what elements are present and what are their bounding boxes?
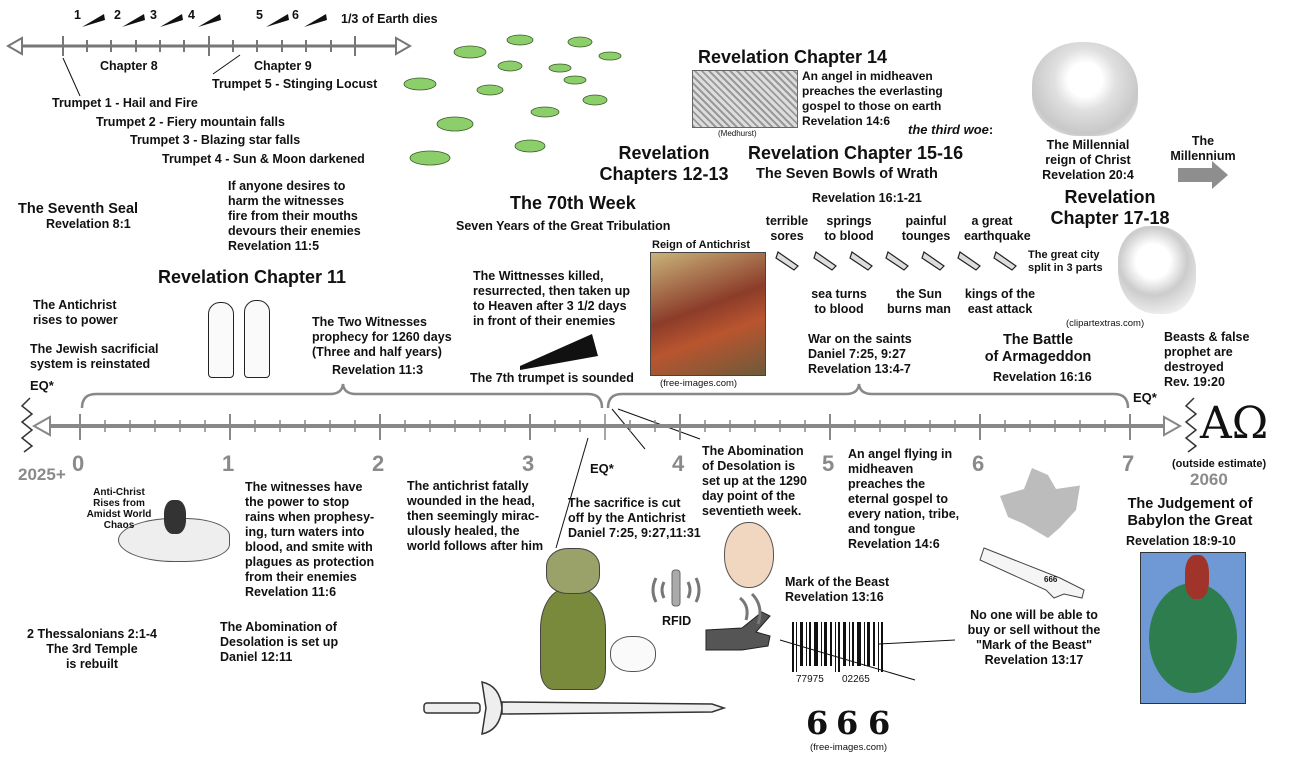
70th-week-title: The 70th Week [510,193,636,213]
bowl-label-painful-tounges: painful tounges [901,214,951,243]
mark-beast-text: Mark of the Beast Revelation 13:16 [785,575,890,604]
bowl-label-sea-to-blood: sea turns to blood [811,287,867,316]
bowl-label-springs-to-blood: springs to blood [824,214,874,243]
trumpet-number-6: 6 [292,8,299,22]
earth-dies-label: 1/3 of Earth dies [341,12,438,26]
witnesses-killed-text: The Wittnesses killed, resurrected, then taken up to Heaven after 3 1/2 days in front of their enemies [473,269,630,328]
arm-mark-666: 666 [1044,575,1058,584]
third-woe-label: the third woe: [908,122,994,137]
first-half-brace [82,384,602,408]
no-buy-sell-text: No one will be able to buy or sell without the "Mark of the Beast" Revelation 13:17 [967,608,1101,667]
top-timeline-axis [8,36,410,56]
trumpet-1-label: Trumpet 1 - Hail and Fire [52,96,198,110]
abomination-daniel-text: The Abomination of Desolation is set up Daniel 12:11 [220,620,339,664]
rfid-label: RFID [662,614,692,628]
chapter-15-16-ref: Revelation 16:1-21 [812,191,922,205]
angel-gospel-text: An angel flying in midheaven preaches the eternal gospel to every nation, tribe, and tongue Revelation 14:6 [848,447,960,551]
chapter-9-label: Chapter 9 [254,59,312,73]
witness-power-text: The witnesses have the power to stop rains when prophesy- ing, turn waters into blood, and smite with plagues as protection from their enemies Revelation 11:6 [245,480,375,599]
trumpet-4-label: Trumpet 4 - Sun & Moon darkened [162,152,365,166]
outside-estimate-label: (outside estimate) [1172,458,1267,470]
seventh-seal-title: The Seventh Seal [18,201,139,217]
two-witnesses-picture [198,296,282,378]
eq-label-left: EQ* [30,378,54,393]
trumpet-number-4: 4 [188,8,195,22]
trumpet-angel-picture [1118,226,1196,314]
axis-year-3: 3 [522,451,535,476]
arm-with-mark-icon [980,548,1084,598]
trumpet-2-label: Trumpet 2 - Fiery mountain falls [96,115,285,129]
eq-label-right: EQ* [1133,390,1157,405]
free-images-credit-bottom: (free-images.com) [810,742,888,753]
seven-bowls-subtitle: The Seven Bowls of Wrath [756,166,938,182]
free-images-credit-top: (free-images.com) [660,378,738,389]
bowl-icons [776,252,1016,270]
antichrist-rises-text: The Antichrist rises to power [33,298,118,327]
chapters-12-13-title: Revelation Chapters 12-13 [599,143,729,184]
bowl-label-terrible-sores: terrible sores [765,214,809,243]
axis-year-4: 4 [672,451,685,476]
abomination-1290-text: The Abomination of Desolation is set up at the 1290 day point of the seventieth week. [702,444,807,518]
chapter-14-title: Revelation Chapter 14 [698,47,888,67]
beasts-destroyed-text: Beasts & false prophet are destroyed Rev. 19:20 [1164,330,1250,389]
witness-fire-text: If anyone desires to harm the witnesses fire from their mouths devours their enemies Revelation 11:5 [228,179,361,253]
chapter-8-label: Chapter 8 [100,59,158,73]
great-city-text: The great city split in 3 parts [1028,249,1103,274]
millennium-label: The Millennium [1170,134,1236,163]
armageddon-ref: Revelation 16:16 [993,370,1092,384]
babylon-beast-globe-picture [1140,552,1246,704]
axis-year-6: 6 [972,451,985,476]
bowl-label-sun-burns: the Sun burns man [887,287,951,316]
chapter-15-16-title: Revelation Chapter 15-16 [748,143,964,163]
barcode-number-left: 77975 [796,674,824,685]
seventh-seal-ref: Revelation 8:1 [46,217,131,231]
judgement-babylon-ref: Revelation 18:9-10 [1126,534,1236,548]
war-on-saints-text: War on the saints Daniel 7:25, 9:27 Revelation 13:4-7 [808,332,912,376]
two-witnesses-ref: Revelation 11:3 [332,363,424,377]
clipart-credit: (clipartextras.com) [1066,318,1145,329]
trumpet-number-2: 2 [114,8,121,22]
medhurst-credit: (Medhurst) [718,129,757,138]
eq-label-middle: EQ* [590,461,614,476]
barcode-number-right: 02265 [842,674,870,685]
70th-week-subtitle: Seven Years of the Great Tribulation [456,219,671,233]
trumpet-number-3: 3 [150,8,157,22]
face-with-666-picture [724,522,774,588]
seven-headed-beast-picture [536,548,608,688]
trumpet-5-label: Trumpet 5 - Stinging Locust [212,77,378,91]
year-start-label: 2025+ [18,465,66,484]
judgement-babylon-title: The Judgement of Babylon the Great [1127,496,1253,529]
six-66-digit-2: 6 [836,704,859,742]
reign-of-antichrist-picture [650,252,766,376]
seventh-trumpet-icon [520,334,598,370]
chapter-11-title: Revelation Chapter 11 [158,267,347,287]
bowl-label-kings-east: kings of the east attack [964,287,1036,316]
earthquake-zigzag-left [22,398,32,452]
trumpet-number-5: 5 [256,8,263,22]
axis-year-1: 1 [222,451,235,476]
lamb-picture [610,636,656,672]
axis-year-5: 5 [822,451,835,476]
fatal-wound-text: The antichrist fatally wounded in the head, then seemingly mirac- ulously healed, the world follows after him [407,479,544,553]
chapter-17-18-title: Revelation Chapter 17-18 [1050,187,1170,228]
barcode-graphic [792,622,883,672]
bowl-label-great-earthquake: a great earthquake [964,214,1031,243]
millennium-arrow-icon [1178,161,1228,189]
six-66-digit-1: 6 [806,704,829,742]
trumpet-number-1: 1 [74,8,81,22]
reign-antichrist-label: Reign of Antichrist [652,239,750,251]
axis-year-0: 0 [72,451,85,476]
two-witnesses-text: The Two Witnesses prophecy for 1260 days (Three and half years) [312,315,452,359]
armageddon-title: The Battle of Armageddon [984,332,1092,365]
axis-year-2: 2 [372,451,385,476]
millennial-christ-picture [1032,42,1138,136]
chapter-14-text: An angel in midheaven preaches the everlasting gospel to those on earth Revelation 14:6 [802,69,943,128]
axis-year-7: 7 [1122,451,1135,476]
seventh-trumpet-text: The 7th trumpet is sounded [470,371,634,385]
earthquake-zigzag-right [1186,398,1196,452]
millennial-reign-text: The Millennial reign of Christ Revelation 20:4 [1042,138,1134,182]
sacrifice-cut-text: The sacrifice is cut off by the Antichrist Daniel 7:25, 9:27,11:31 [568,496,701,540]
six-66-digit-3: 6 [868,704,891,742]
alpha-omega-symbol: ΑΩ [1200,398,1269,449]
thessalonians-text: 2 Thessalonians 2:1-4 The 3rd Temple is rebuilt [27,627,157,671]
medhurst-angel-picture [692,70,798,128]
antichrist-rider-caption: Anti-Christ Rises from Amidst World Chaos [86,487,152,531]
trumpet-3-label: Trumpet 3 - Blazing star falls [130,133,301,147]
year-end-label: 2060 [1190,470,1228,489]
main-timeline-axis [34,414,1180,440]
jewish-sacrifice-text: The Jewish sacrificial system is reinstated [30,342,159,371]
